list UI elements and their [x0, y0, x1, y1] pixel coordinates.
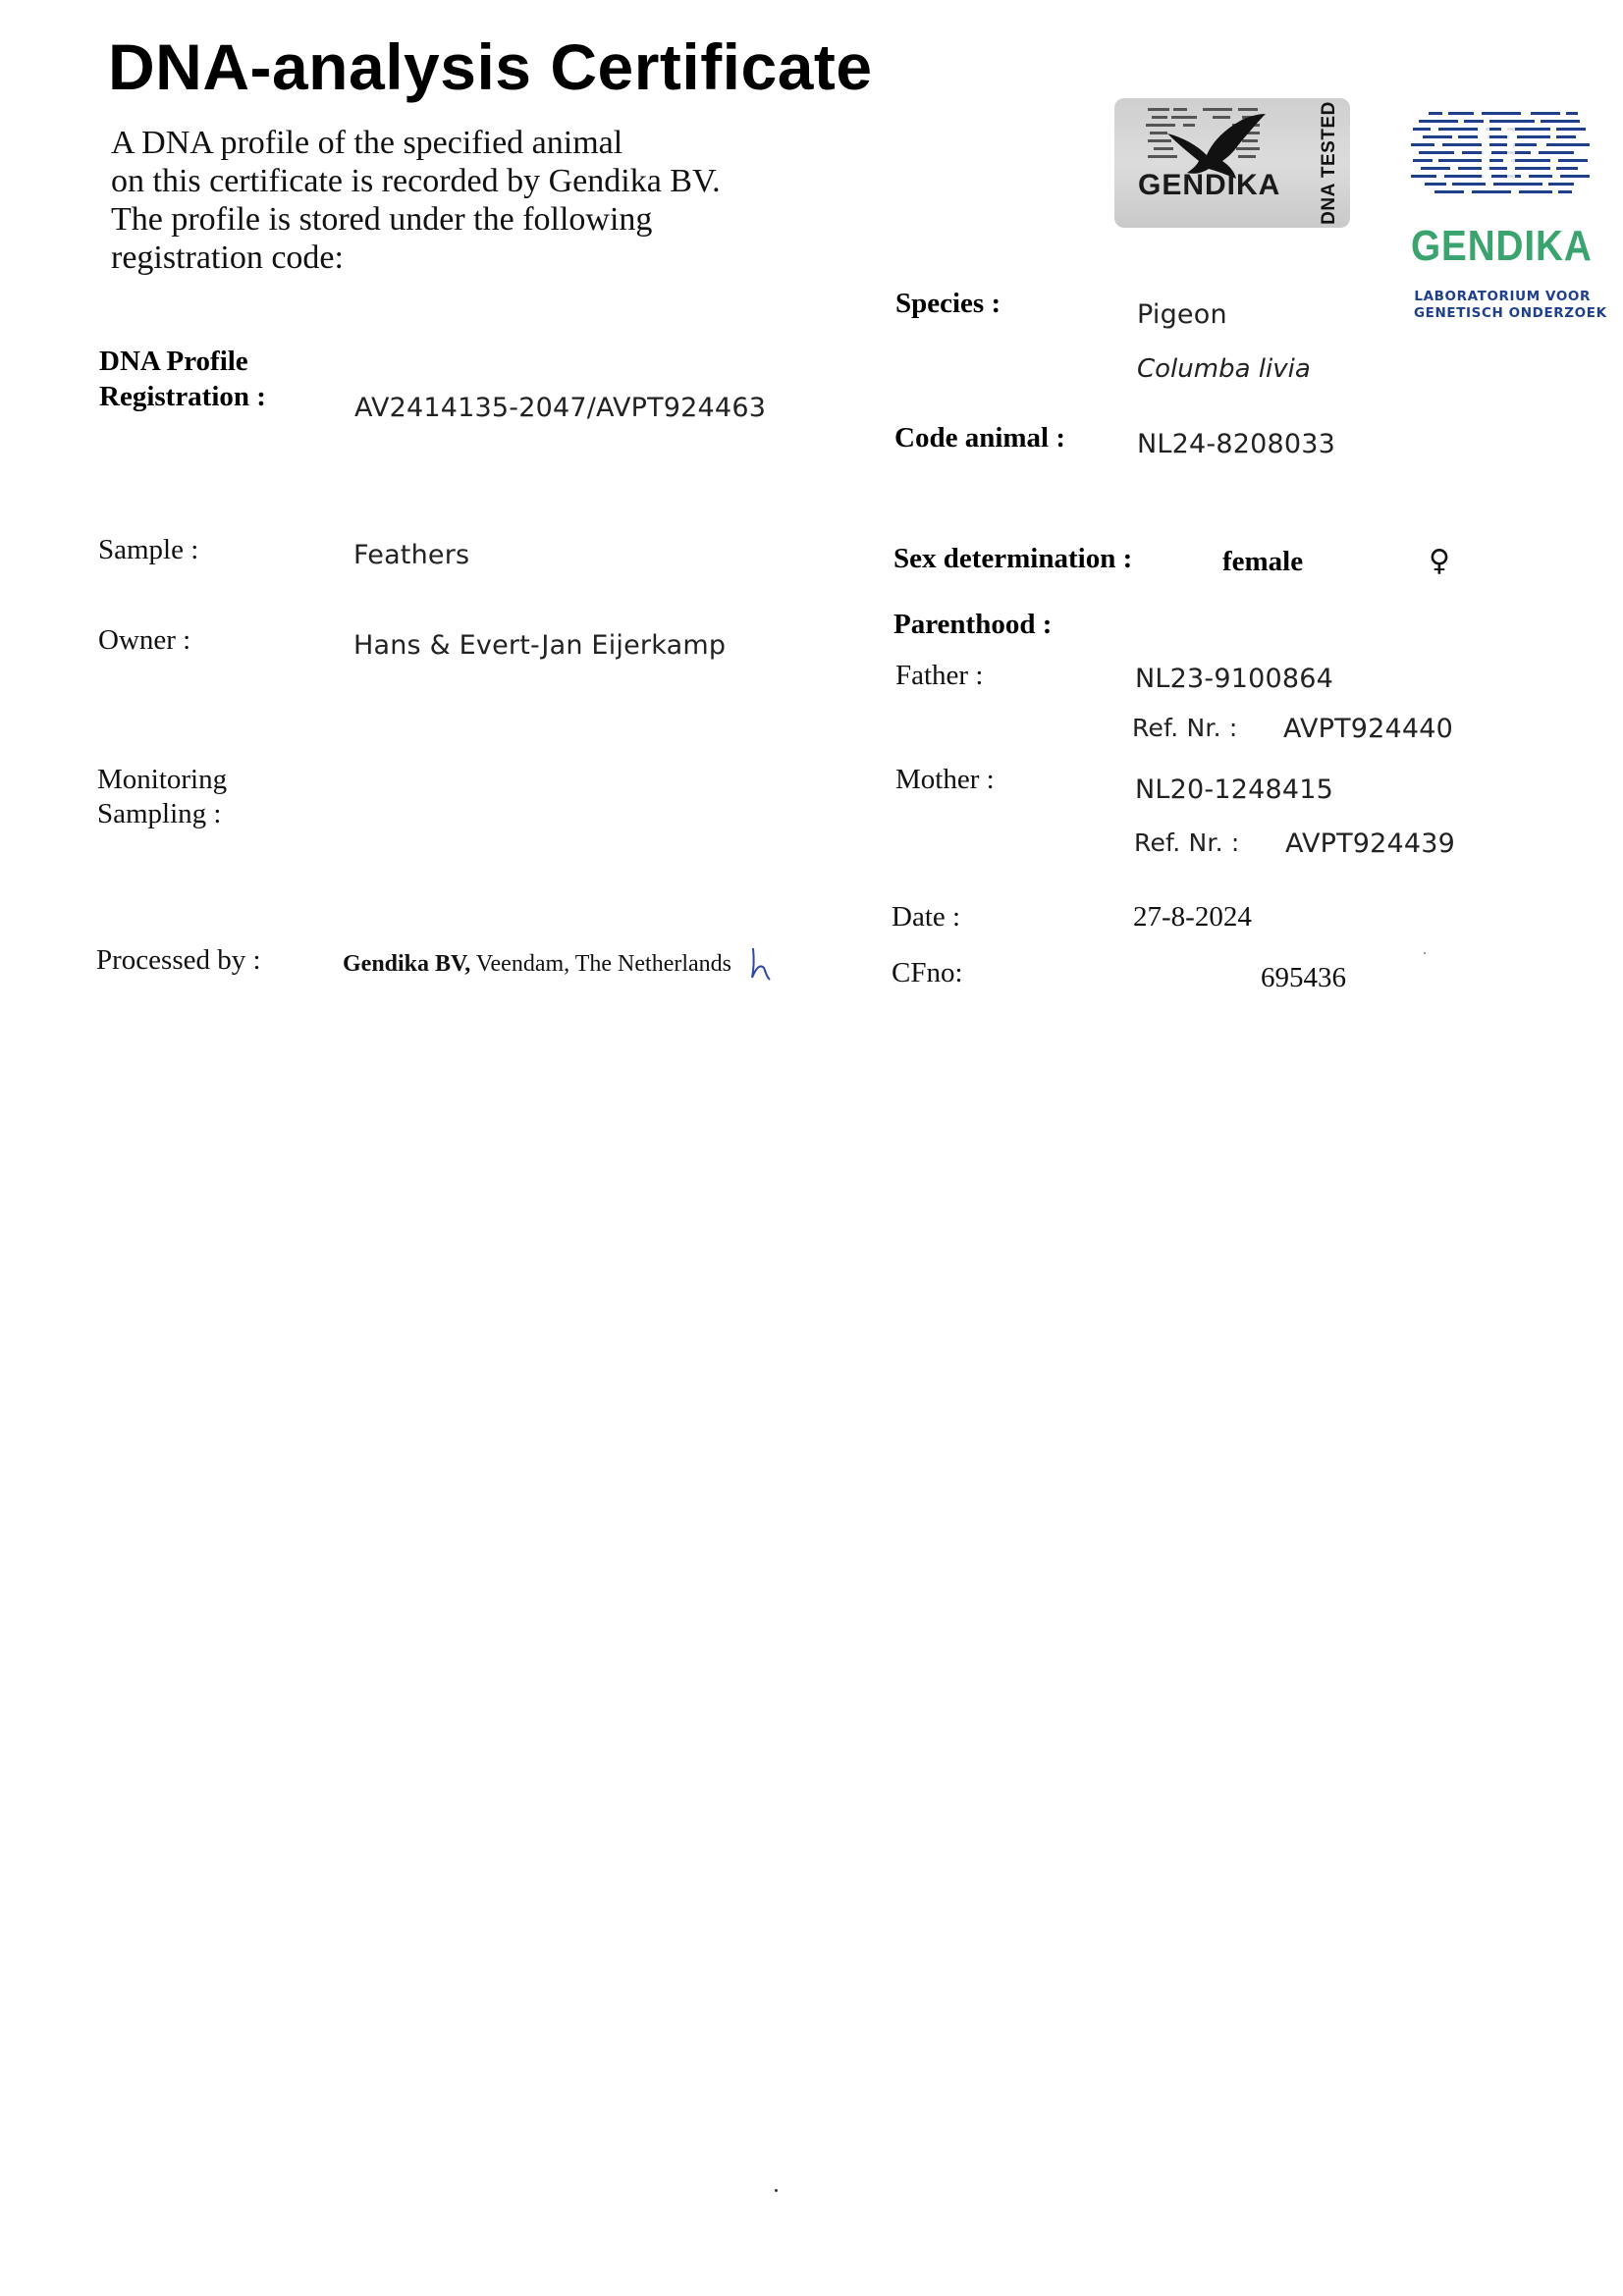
- stamp-side-label: [1313, 102, 1346, 224]
- monitoring-label-line-2: Sampling :: [97, 798, 222, 829]
- registration-label-line-1: DNA Profile: [99, 346, 248, 377]
- intro-paragraph: [111, 124, 798, 277]
- mother-ref-value: AVPT924439: [1285, 828, 1456, 859]
- gendika-logo-name: GENDIKA: [1411, 222, 1593, 270]
- gendika-logo-mark: [1409, 108, 1596, 226]
- code-animal-value: NL24-8208033: [1137, 429, 1335, 459]
- owner-label: Owner :: [98, 624, 191, 656]
- mother-ref-label: Ref. Nr. :: [1134, 828, 1240, 857]
- registration-label-line-2: Registration :: [99, 381, 266, 412]
- father-ref-label: Ref. Nr. :: [1132, 714, 1238, 742]
- processed-location: Veendam, The Netherlands: [475, 951, 731, 977]
- intro-line: The profile is stored under the following: [111, 201, 653, 238]
- scan-speck: [1424, 952, 1426, 954]
- cfno-label: CFno:: [892, 957, 963, 988]
- scan-speck: [775, 2189, 778, 2192]
- sex-value: female: [1222, 546, 1304, 577]
- processed-value: [343, 951, 731, 978]
- dna-tested-stamp: [1114, 98, 1350, 228]
- logo-tagline-line-2: GENETISCH ONDERZOEK: [1414, 305, 1607, 321]
- date-label: Date :: [892, 901, 961, 933]
- sample-label: Sample :: [98, 534, 199, 565]
- owner-value: Hans & Evert-Jan Eijerkamp: [353, 630, 727, 661]
- monitoring-label-line-1: Monitoring: [97, 764, 228, 795]
- intro-line: on this certificate is recorded by Gendika BV.: [111, 163, 721, 199]
- stamp-brand: GENDIKA: [1138, 169, 1281, 201]
- intro-line: A DNA profile of the specified animal: [111, 125, 623, 161]
- certificate-title: DNA-analysis Certificate: [108, 30, 873, 103]
- father-label: Father :: [895, 660, 984, 691]
- intro-line: registration code:: [111, 240, 344, 276]
- signature-mark: [748, 944, 778, 984]
- sample-value: Feathers: [353, 540, 470, 570]
- logo-tagline-line-1: LABORATORIUM VOOR: [1414, 289, 1591, 304]
- parenthood-label: Parenthood :: [893, 609, 1053, 640]
- processed-label: Processed by :: [96, 944, 261, 976]
- registration-value: AV2414135-2047/AVPT924463: [354, 393, 767, 423]
- mother-label: Mother :: [895, 764, 995, 795]
- species-common-value: Pigeon: [1137, 299, 1227, 330]
- sex-determination-label: Sex determination :: [893, 543, 1133, 574]
- processed-company: Gendika BV,: [343, 951, 471, 977]
- cfno-value: 695436: [1261, 962, 1346, 993]
- father-ref-value: AVPT924440: [1283, 714, 1454, 744]
- species-label: Species :: [895, 288, 1001, 319]
- code-animal-label: Code animal :: [894, 422, 1065, 454]
- species-latin-value: Columba livia: [1137, 354, 1311, 384]
- father-value: NL23-9100864: [1135, 664, 1333, 694]
- mother-value: NL20-1248415: [1135, 774, 1333, 805]
- stamp-side-text: DNA TESTED: [1319, 101, 1340, 225]
- date-value: 27-8-2024: [1133, 901, 1252, 933]
- gendika-logo-tagline: [1414, 289, 1607, 322]
- female-symbol-icon: ♀: [1429, 544, 1450, 578]
